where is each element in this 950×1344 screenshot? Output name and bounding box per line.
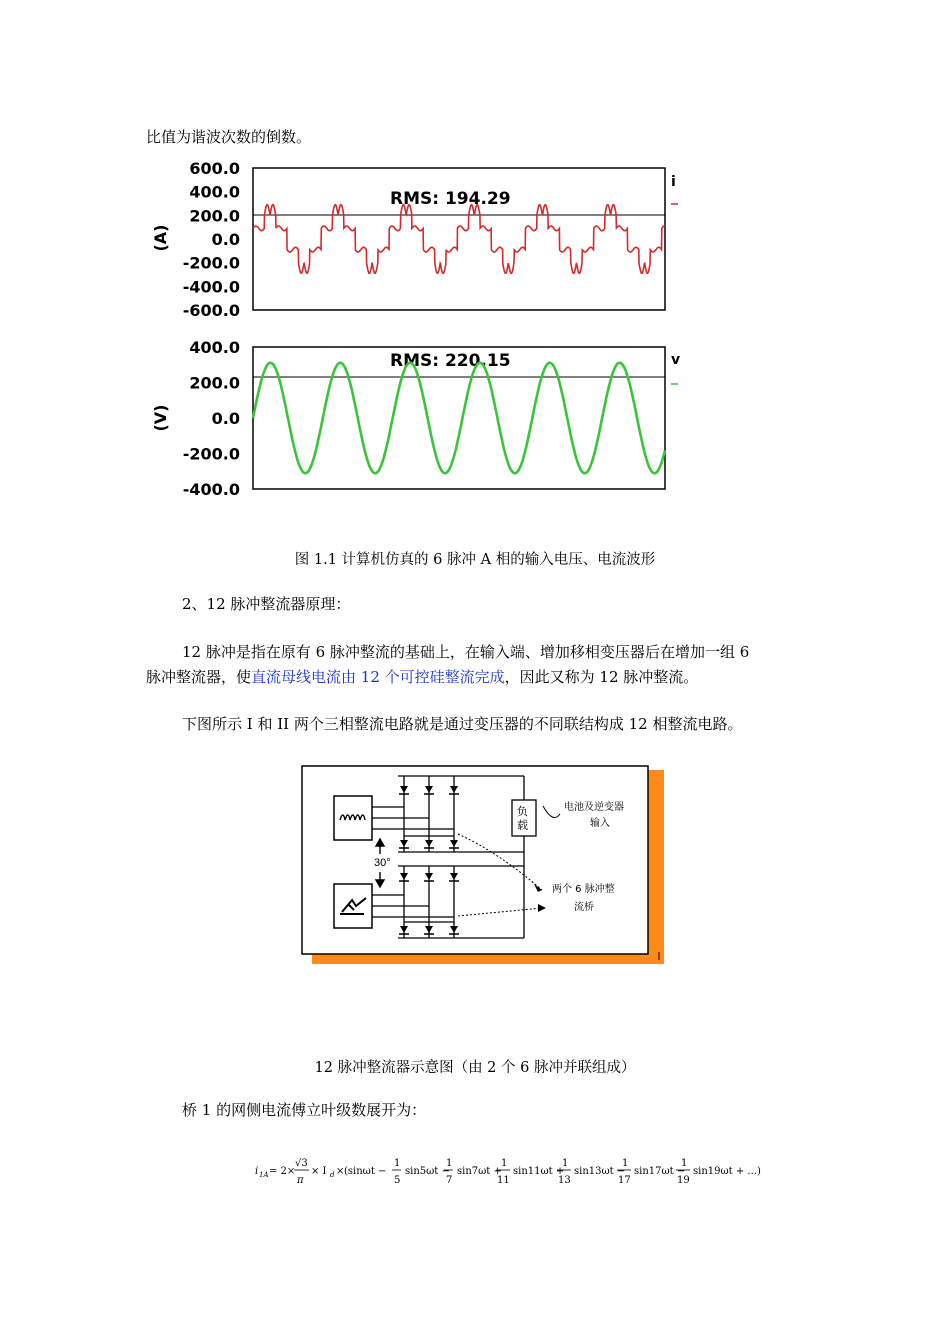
battery-label-2: 输入 bbox=[590, 818, 610, 829]
frac11-den: 11 bbox=[497, 1175, 510, 1186]
current-rms-label: RMS: 194.29 bbox=[390, 189, 511, 209]
term-7: sin7ωt + bbox=[457, 1166, 502, 1177]
frac13-den: 13 bbox=[558, 1175, 571, 1186]
figure1-caption: 图 1.1 计算机仿真的 6 脉冲 A 相的输入电压、电流波形 bbox=[294, 552, 656, 568]
frac7-num: 1 bbox=[446, 1158, 453, 1169]
voltage-chart bbox=[151, 338, 680, 499]
formula-eq: = 2× bbox=[269, 1166, 296, 1177]
frac17-den: 17 bbox=[618, 1175, 631, 1186]
current-chart bbox=[151, 159, 678, 320]
y-tick-label: 200.0 bbox=[189, 373, 240, 393]
frac11-num: 1 bbox=[501, 1158, 508, 1169]
y-tick-label: 200.0 bbox=[189, 206, 240, 226]
term-11: sin11ωt + bbox=[513, 1166, 565, 1177]
term-19: sin19ωt + ...) bbox=[693, 1166, 761, 1177]
voltage-rms-label: RMS: 220.15 bbox=[390, 351, 511, 371]
figure2-caption: 12 脉冲整流器示意图（由 2 个 6 脉冲并联组成） bbox=[314, 1060, 636, 1076]
voltage-ylabel: (V) bbox=[151, 404, 170, 432]
term-17: sin17ωt − bbox=[634, 1166, 686, 1177]
rectifier-figure bbox=[298, 762, 664, 966]
intro-line: 比值为谐波次数的倒数。 bbox=[146, 128, 312, 146]
formula-lhs-sub: 1A bbox=[259, 1171, 269, 1179]
frac19-num: 1 bbox=[681, 1158, 688, 1169]
rectifier-schematic bbox=[298, 762, 664, 966]
p1-text-c: ，因此又称为 12 脉冲整流。 bbox=[504, 668, 699, 686]
y-tick-label: -400.0 bbox=[182, 277, 240, 297]
term-5: sin5ωt − bbox=[405, 1166, 450, 1177]
section2-heading: 2、12 脉冲整流器原理： bbox=[182, 595, 351, 613]
p1-link[interactable]: 直流母线电流由 12 个可控硅整流完成 bbox=[251, 668, 505, 686]
y-tick-label: 600.0 bbox=[189, 159, 240, 178]
fourier-formula bbox=[255, 1152, 761, 1192]
frac17-num: 1 bbox=[622, 1158, 629, 1169]
waveform-charts bbox=[148, 158, 688, 498]
formula-id-sub: d bbox=[330, 1171, 335, 1179]
formula-times: × bbox=[336, 1166, 345, 1177]
frac7-den: 7 bbox=[446, 1175, 453, 1186]
battery-label-1: 电池及逆变器 bbox=[564, 802, 624, 813]
formula-lhs: i bbox=[255, 1166, 259, 1177]
section2-paragraph2: 下图所示 I 和 II 两个三相整流电路就是通过变压器的不同联结构成 12 相整流电路。 bbox=[182, 715, 743, 733]
y-tick-label: -400.0 bbox=[182, 480, 240, 499]
transformer-top bbox=[334, 796, 372, 840]
current-legend-char: i bbox=[671, 174, 676, 190]
bridge-label-1: 两个 6 脉冲整 bbox=[552, 884, 615, 895]
voltage-legend-char: v bbox=[671, 352, 681, 368]
frac5-den: 5 bbox=[394, 1175, 401, 1186]
section2-paragraph1 bbox=[146, 640, 806, 690]
waveform-figure bbox=[148, 158, 688, 498]
y-tick-label: 400.0 bbox=[189, 338, 240, 357]
load-label-2: 载 bbox=[517, 819, 528, 832]
y-tick-label: -200.0 bbox=[182, 253, 240, 273]
term-13: sin13ωt − bbox=[574, 1166, 626, 1177]
frac19-den: 19 bbox=[677, 1175, 690, 1186]
voltage-y-ticks bbox=[183, 338, 240, 499]
current-ylabel: (A) bbox=[151, 224, 170, 252]
frac13-num: 1 bbox=[562, 1158, 569, 1169]
y-tick-label: -600.0 bbox=[182, 301, 240, 320]
load-label-1: 负 bbox=[517, 805, 528, 818]
section3-paragraph: 桥 1 的网侧电流傅立叶级数展开为： bbox=[182, 1101, 427, 1119]
formula-open: (sinωt − bbox=[344, 1166, 387, 1177]
y-tick-label: 0.0 bbox=[211, 230, 240, 249]
frac5-num: 1 bbox=[394, 1158, 401, 1169]
transformer-bottom bbox=[334, 884, 372, 928]
bridge-label-2: 流桥 bbox=[574, 902, 594, 913]
y-tick-label: 0.0 bbox=[211, 409, 240, 428]
formula-sqrt: √3 bbox=[295, 1158, 308, 1169]
y-tick-label: -200.0 bbox=[182, 444, 240, 464]
current-y-ticks bbox=[183, 159, 240, 320]
p1-text-b: 脉冲整流器，使 bbox=[146, 668, 252, 686]
formula-svg bbox=[255, 1152, 761, 1192]
formula-pi: π bbox=[297, 1175, 304, 1186]
p1-text-a: 12 脉冲是指在原有 6 脉冲整流的基础上，在输入端、增加移相变压器后在增加一组 6 bbox=[182, 643, 750, 661]
angle-label: 30° bbox=[374, 857, 391, 869]
formula-times-id: × I bbox=[311, 1166, 327, 1177]
y-tick-label: 400.0 bbox=[189, 182, 240, 202]
